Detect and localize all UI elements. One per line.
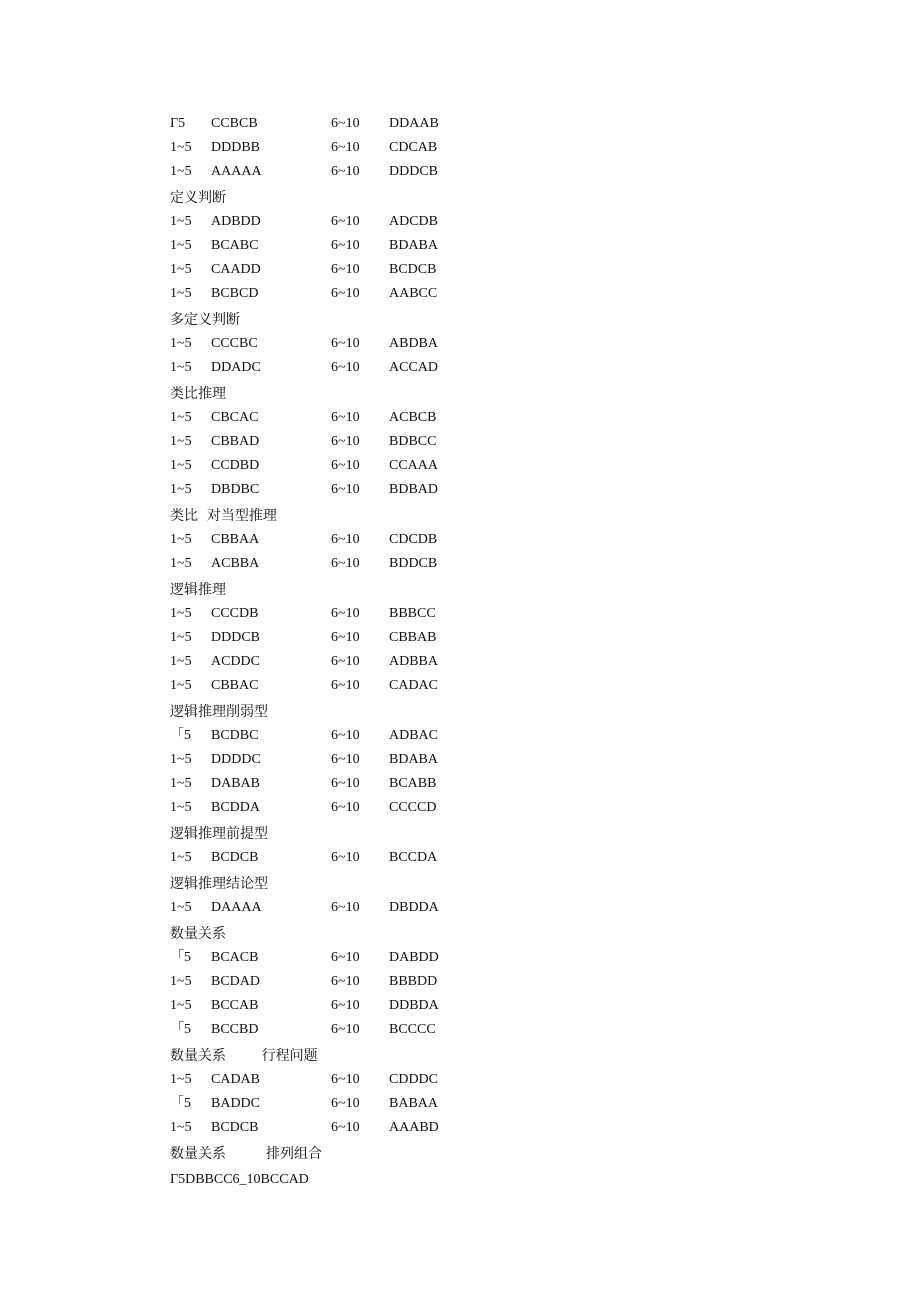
range-second: 6~10: [331, 850, 360, 865]
answers-first: CCCBC: [211, 336, 258, 351]
range-second: 6~10: [331, 654, 360, 669]
answer-row: [170, 602, 590, 626]
answers-second: BABAA: [389, 1096, 439, 1111]
range-start: 1~5: [170, 286, 192, 301]
answer-row: [170, 1116, 590, 1140]
range-second: 6~10: [331, 434, 360, 449]
section-heading: 类比推理: [170, 386, 226, 402]
range-second: 6~10: [331, 164, 360, 179]
range-second: 6~10: [331, 336, 360, 351]
range-second: 6~10: [331, 800, 360, 815]
answers-first: DDDCB: [211, 630, 261, 645]
answer-row: [170, 160, 590, 184]
answers-second: CCAAA: [389, 458, 439, 473]
section-heading: 逻辑推理结论型: [170, 876, 268, 892]
range-start: 1~5: [170, 482, 192, 497]
range-start: 1~5: [170, 434, 192, 449]
range-start: 1~5: [170, 1072, 192, 1087]
answers-second: ACBCB: [389, 410, 437, 425]
answers-second: BBBDD: [389, 974, 438, 989]
answers-second: DDAAB: [389, 116, 439, 131]
range-second: 6~10: [331, 1072, 360, 1087]
answer-row: [170, 430, 590, 454]
answer-row: [170, 406, 590, 430]
range-second: 6~10: [331, 116, 360, 131]
answers-second: ADBBA: [389, 654, 439, 669]
answers-second: CDDDC: [389, 1072, 439, 1087]
range-second: 6~10: [331, 262, 360, 277]
range-start: 1~5: [170, 262, 192, 277]
answer-row: [170, 946, 590, 970]
range-second: 6~10: [331, 728, 360, 743]
range-second: 6~10: [331, 360, 360, 375]
answer-row: [170, 1018, 590, 1042]
answer-row: [170, 1068, 590, 1092]
answers-second: DABDD: [389, 950, 439, 965]
answers-first: BCABC: [211, 238, 259, 253]
answers-first: DABAB: [211, 776, 261, 791]
answer-row: [170, 528, 590, 552]
answers-second: BCCCC: [389, 1022, 436, 1037]
answers-first: BCDDA: [211, 800, 261, 815]
answer-row: [170, 674, 590, 698]
range-second: 6~10: [331, 458, 360, 473]
answers-first: CCCDB: [211, 606, 259, 621]
section-heading: 定义判断: [170, 190, 226, 206]
range-second: 6~10: [331, 974, 360, 989]
answer-row: [170, 846, 590, 870]
answer-row: [170, 796, 590, 820]
answers-first: CCBCB: [211, 116, 258, 131]
answers-first: BCDBC: [211, 728, 259, 743]
range-start: 1~5: [170, 630, 192, 645]
range-start: 1~5: [170, 360, 192, 375]
answer-row: [170, 136, 590, 160]
answers-first: DAAAA: [211, 900, 262, 915]
answers-first: BCDAD: [211, 974, 261, 989]
answers-second: CBBAB: [389, 630, 437, 645]
answers-first: CBBAA: [211, 532, 260, 547]
answer-row: [170, 234, 590, 258]
answers-second: CDCDB: [389, 532, 438, 547]
section-heading: 数量关系: [170, 926, 226, 942]
range-start: 1~5: [170, 556, 192, 571]
combined-answer-line: Γ5DBBCC6_10BCCAD: [170, 1172, 309, 1187]
answer-row: [170, 970, 590, 994]
range-start: 1~5: [170, 140, 192, 155]
range-start: 1~5: [170, 776, 192, 791]
answers-second: BCABB: [389, 776, 437, 791]
answers-first: CADAB: [211, 1072, 261, 1087]
answers-first: DDDDC: [211, 752, 261, 767]
answers-first: ACBBA: [211, 556, 260, 571]
range-start: Γ5: [170, 116, 186, 131]
answer-row: [170, 994, 590, 1018]
answers-second: ADCDB: [389, 214, 439, 229]
answer-row: [170, 282, 590, 306]
answers-first: BCDCB: [211, 1120, 259, 1135]
range-second: 6~10: [331, 752, 360, 767]
range-second: 6~10: [331, 998, 360, 1013]
range-start: 1~5: [170, 752, 192, 767]
range-second: 6~10: [331, 950, 360, 965]
answers-first: CBBAC: [211, 678, 259, 693]
answer-row: [170, 626, 590, 650]
range-start: 1~5: [170, 850, 192, 865]
range-start: 「5: [170, 950, 191, 965]
answers-second: BCDCB: [389, 262, 437, 277]
range-start: 1~5: [170, 214, 192, 229]
answers-second: CDCAB: [389, 140, 438, 155]
answers-first: CAADD: [211, 262, 261, 277]
answers-second: AAABD: [389, 1120, 439, 1135]
answers-second: BDDCB: [389, 556, 438, 571]
range-start: 1~5: [170, 974, 192, 989]
answers-second: BCCDA: [389, 850, 438, 865]
range-start: 1~5: [170, 800, 192, 815]
range-second: 6~10: [331, 1120, 360, 1135]
answers-second: ADBAC: [389, 728, 439, 743]
answers-second: CCCCD: [389, 800, 437, 815]
range-second: 6~10: [331, 1022, 360, 1037]
section-heading: 数量关系 排列组合: [170, 1146, 323, 1162]
answer-row: [170, 772, 590, 796]
answers-first: BCACB: [211, 950, 259, 965]
range-second: 6~10: [331, 678, 360, 693]
answer-row: [170, 478, 590, 502]
range-start: 1~5: [170, 238, 192, 253]
answers-second: DDBDA: [389, 998, 439, 1013]
section-heading: 多定义判断: [170, 312, 240, 328]
answers-first: BCBCD: [211, 286, 259, 301]
answers-second: DDDCB: [389, 164, 439, 179]
range-start: 1~5: [170, 678, 192, 693]
answers-first: AAAAA: [211, 164, 262, 179]
range-second: 6~10: [331, 630, 360, 645]
answer-row: [170, 650, 590, 674]
answer-row: [170, 724, 590, 748]
range-start: 「5: [170, 728, 191, 743]
range-second: 6~10: [331, 900, 360, 915]
range-second: 6~10: [331, 532, 360, 547]
answers-second: BDABA: [389, 752, 439, 767]
range-start: 1~5: [170, 606, 192, 621]
answer-row: [170, 552, 590, 576]
answer-row: [170, 454, 590, 478]
range-start: 1~5: [170, 164, 192, 179]
range-start: 「5: [170, 1022, 191, 1037]
section-heading: 数量关系 行程问题: [170, 1048, 318, 1064]
range-second: 6~10: [331, 140, 360, 155]
answer-row: [170, 896, 590, 920]
answers-first: BCCAB: [211, 998, 259, 1013]
range-second: 6~10: [331, 482, 360, 497]
range-start: 「5: [170, 1096, 191, 1111]
range-start: 1~5: [170, 900, 192, 915]
answers-second: BBBCC: [389, 606, 436, 621]
answers-second: ABDBA: [389, 336, 439, 351]
range-start: 1~5: [170, 532, 192, 547]
range-second: 6~10: [331, 410, 360, 425]
range-second: 6~10: [331, 238, 360, 253]
answers-second: CADAC: [389, 678, 439, 693]
range-start: 1~5: [170, 1120, 192, 1135]
section-heading: 类比 对当型推理: [170, 508, 277, 524]
section-heading: 逻辑推理削弱型: [170, 704, 268, 720]
answer-row: [170, 112, 590, 136]
range-start: 1~5: [170, 654, 192, 669]
range-second: 6~10: [331, 776, 360, 791]
answers-first: ACDDC: [211, 654, 261, 669]
answers-second: AABCC: [389, 286, 438, 301]
answers-first: DBDBC: [211, 482, 260, 497]
answer-sheet: [170, 112, 590, 1192]
range-second: 6~10: [331, 556, 360, 571]
range-second: 6~10: [331, 1096, 360, 1111]
answers-first: BCCBD: [211, 1022, 259, 1037]
range-second: 6~10: [331, 286, 360, 301]
section-heading: 逻辑推理前提型: [170, 826, 268, 842]
answers-first: ADBDD: [211, 214, 261, 229]
answers-second: DBDDA: [389, 900, 439, 915]
answers-first: BADDC: [211, 1096, 261, 1111]
range-start: 1~5: [170, 336, 192, 351]
answers-first: DDADC: [211, 360, 261, 375]
range-start: 1~5: [170, 410, 192, 425]
section-heading: 逻辑推理: [170, 582, 226, 598]
answer-row: [170, 356, 590, 380]
answers-first: CBBAD: [211, 434, 260, 449]
answers-second: BDABA: [389, 238, 439, 253]
answers-first: BCDCB: [211, 850, 259, 865]
range-second: 6~10: [331, 606, 360, 621]
answers-second: BDBAD: [389, 482, 439, 497]
range-start: 1~5: [170, 458, 192, 473]
answer-row: [170, 748, 590, 772]
answers-first: DDDBB: [211, 140, 261, 155]
answers-first: CCDBD: [211, 458, 260, 473]
answers-first: CBCAC: [211, 410, 259, 425]
range-start: 1~5: [170, 998, 192, 1013]
answer-row: [170, 210, 590, 234]
range-second: 6~10: [331, 214, 360, 229]
answers-second: ACCAD: [389, 360, 439, 375]
answer-row: [170, 1092, 590, 1116]
answer-row: [170, 332, 590, 356]
answers-second: BDBCC: [389, 434, 437, 449]
answer-row: [170, 258, 590, 282]
